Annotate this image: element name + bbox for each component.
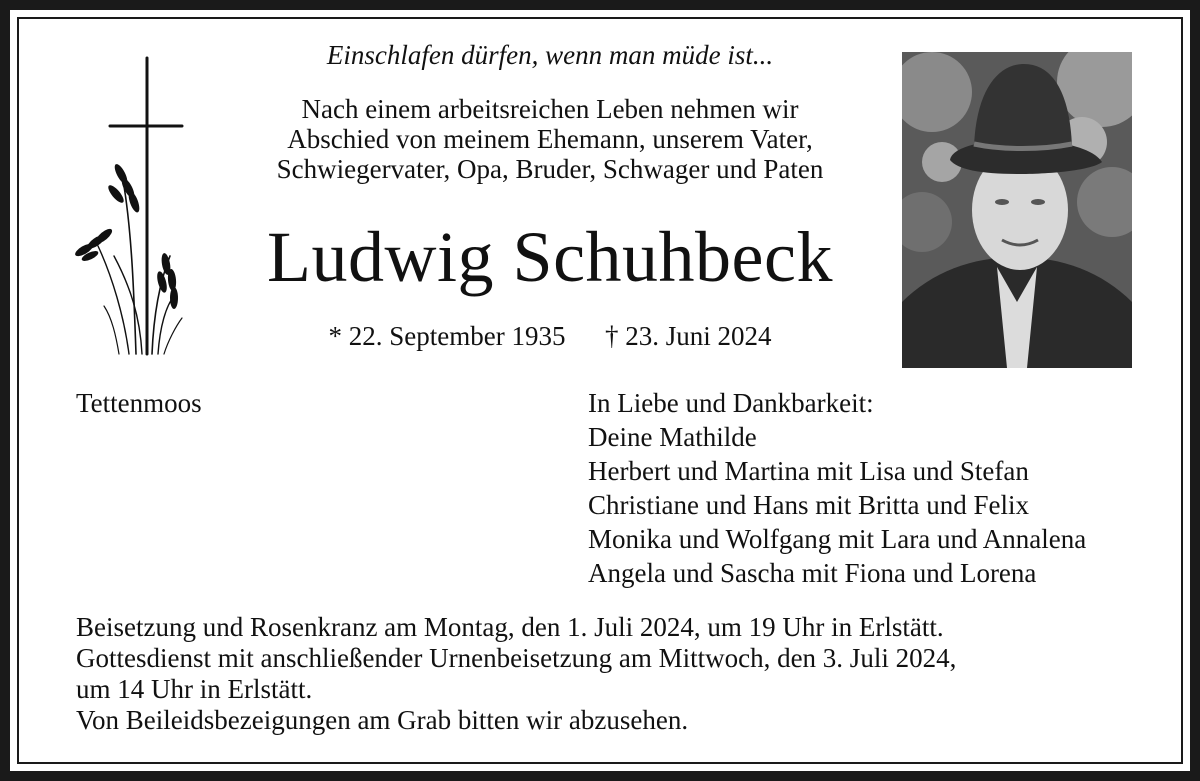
life-dates — [300, 318, 800, 354]
family-member: Monika und Wolfgang mit Lara und Annalena — [588, 524, 1087, 554]
family-member: Deine Mathilde — [588, 422, 757, 452]
family-list — [588, 386, 1086, 590]
family-heading: In Liebe und Dankbarkeit: — [588, 388, 874, 418]
intro-line: Schwiegervater, Opa, Bruder, Schwager und Paten — [276, 154, 824, 184]
funeral-line: um 14 Uhr in Erlstätt. — [76, 674, 313, 704]
funeral-line: Beisetzung und Rosenkranz am Montag, den 1. Juli 2024, um 19 Uhr in Erlstätt. — [76, 612, 944, 642]
motto: Einschlafen dürfen, wenn man müde ist... — [326, 40, 774, 70]
portrait-photo — [902, 52, 1132, 368]
intro-text — [220, 94, 880, 184]
family-member: Herbert und Martina mit Lisa und Stefan — [588, 456, 1029, 486]
birth-symbol: * — [328, 321, 342, 351]
cross-with-wheat-icon — [74, 56, 188, 358]
funeral-line: Gottesdienst mit anschließender Urnenbeisetzung am Mittwoch, den 3. Juli 2024, — [76, 643, 957, 673]
family-member: Angela und Sascha mit Fiona und Lorena — [588, 558, 1037, 588]
death-symbol: † — [604, 321, 619, 351]
intro-line: Nach einem arbeitsreichen Leben nehmen wir — [301, 94, 799, 124]
place-of-residence: Tettenmoos — [76, 388, 202, 418]
funeral-details — [76, 612, 956, 736]
intro-line: Abschied von meinem Ehemann, unserem Vater, — [287, 124, 813, 154]
deceased-name: Ludwig Schuhbeck — [267, 217, 833, 297]
funeral-line: Von Beileidsbezeigungen am Grab bitten wir abzusehen. — [76, 705, 689, 735]
death-date: 23. Juni 2024 — [625, 321, 772, 351]
birth-date: 22. September 1935 — [348, 321, 566, 351]
family-member: Christiane und Hans mit Britta und Felix — [588, 490, 1029, 520]
